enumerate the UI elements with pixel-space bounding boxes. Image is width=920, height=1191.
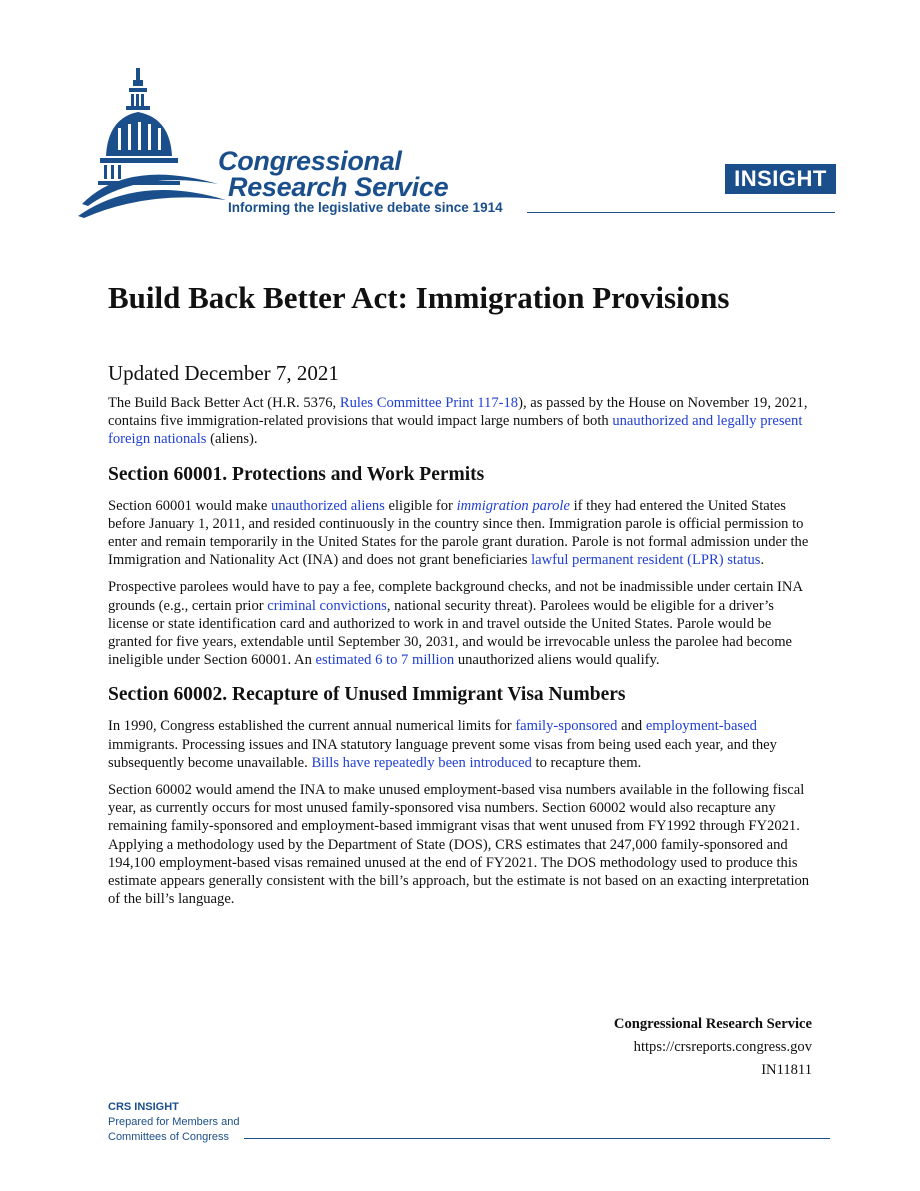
text-run: , national security threat). Parolees would be eligible for a driver’s license or state identification card and authorized to work in and travel outside the United States. Parole would be granted for five years, extendable until September 30, 2031, and would be irrevocable unless the parolee had become ineligible under Section 60001. An [108,597,793,669]
text-run: In 1990, Congress established the current annual numerical limits for [108,718,516,735]
text-run: to recapture them. [531,754,642,771]
family-sponsored-link[interactable]: family-sponsored [515,718,618,735]
text-run: unauthorized aliens would qualify. [454,652,660,669]
crs-insight-block [108,1100,239,1145]
tagline-rule [527,212,835,213]
section-60002-paragraph-2: Section 60002 would amend the INA to make unused employment-based visa numbers available in the following fiscal year, as currently occurs for most unused family-sponsored visa numbers. Section 60002 would also recapture any remaining family-sponsored and employment-based immigrant visas that went unused from FY1992 through FY2021. Applying a methodology used by the Department of State (DOS), CRS estimates that 247,000 family-sponsored and 194,100 employment-based visas remained unused at the end of FY2021. The DOS methodology used to produce this estimate appears generally consistent with the bill’s approach, but the estimate is not based on an exacting interpretation of the bill’s language. [108,782,810,908]
updated-date: Updated December 7, 2021 [108,361,339,385]
crs-insight-line1: Prepared for Members and [108,1116,240,1128]
bottom-rule [244,1138,830,1139]
text-run: . [760,552,765,569]
criminal-convictions-link[interactable]: criminal convictions [267,597,387,614]
section-60001-paragraph-1 [108,497,814,570]
foreign-nationals-link[interactable]: unauthorized and legally present foreign nationals [108,413,803,448]
text-run: Section 60001 would make [108,497,271,514]
text-run: ), as passed by the House on November 19, 2021, contains five immigration-related provisions that would impact large numbers of both [108,395,808,430]
rules-committee-print-link[interactable]: Rules Committee Print 117-18 [339,395,519,411]
crs-insight-line2: Committees of Congress [108,1131,230,1143]
section-60002-heading: Section 60002. Recapture of Unused Immigrant Visa Numbers [108,684,626,706]
crs-insight-label: CRS INSIGHT [108,1101,179,1113]
insight-badge: INSIGHT [725,164,836,194]
footer-url[interactable]: https://crsreports.congress.gov [633,1039,812,1055]
footer-org: Congressional Research Service [613,1016,812,1032]
footer-report-id: IN11811 [761,1062,812,1078]
section-60001-paragraph-2 [108,578,814,669]
crs-logo [78,66,538,226]
immigration-parole-link[interactable]: immigration parole [456,497,570,514]
lpr-status-link[interactable]: lawful permanent resident (LPR) status [531,552,761,569]
text-run: (aliens). [206,431,258,448]
text-run: eligible for [384,497,457,514]
page-title: Build Back Better Act: Immigration Provisions [108,280,730,315]
report-footer [614,1013,812,1082]
text-run: The Build Back Better Act (H.R. 5376, [108,395,340,411]
intro-paragraph [108,394,814,449]
bills-introduced-link[interactable]: Bills have repeatedly been introduced [311,754,532,771]
tagline: Informing the legislative debate since 1914 [228,200,503,215]
capitol-dome-icon [78,66,228,226]
text-run: Prospective parolees would have to pay a fee, complete background checks, and not be inadmissible under certain INA grounds (e.g., certain prior [108,579,803,614]
section-60002-paragraph-1 [108,717,814,772]
org-name-line2: Research Service [228,172,449,202]
section-60001-heading: Section 60001. Protections and Work Permits [108,463,485,485]
text-run: if they had entered the United States before January 1, 2011, and resided continuously in the country since then. Immigration parole is official permission to enter and remain temporarily in the United States for the parole grant duration. Parole is not formal admission under the Immigration and Nationality Act (INA) and does not grant beneficiaries [108,497,809,569]
main-content [108,394,814,917]
text-run: and [617,718,646,735]
estimated-millions-link[interactable]: estimated 6 to 7 million [315,652,455,669]
employment-based-link[interactable]: employment-based [645,718,757,735]
org-name-line1: Congressional [218,146,402,176]
text-run: immigrants. Processing issues and INA statutory language prevent some visas from being used each year, and they subsequently become unavailable. [108,736,777,771]
unauthorized-aliens-link[interactable]: unauthorized aliens [270,497,385,514]
